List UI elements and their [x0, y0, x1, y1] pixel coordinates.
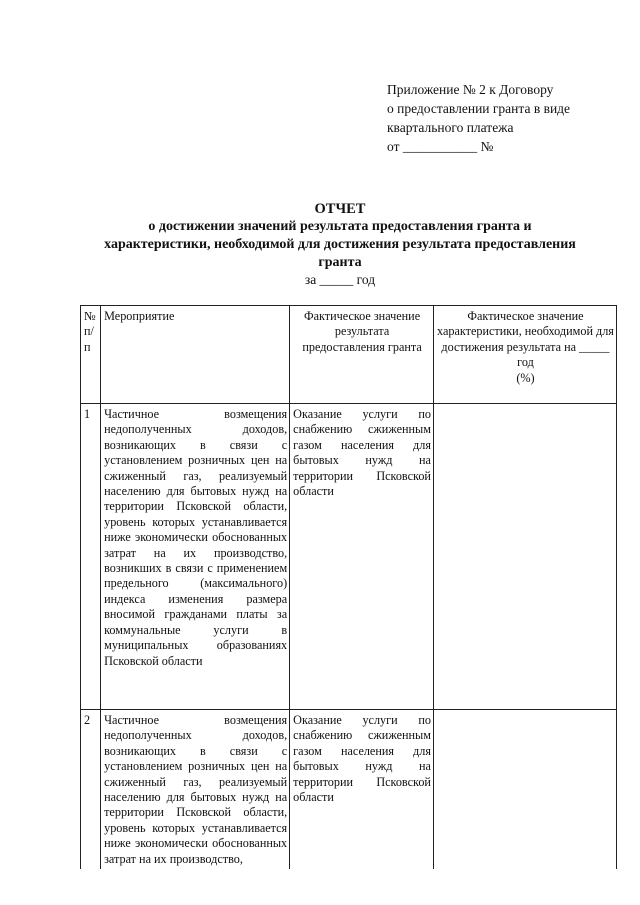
row-num: 2	[81, 710, 101, 870]
table-row	[81, 710, 617, 870]
report-title	[80, 200, 600, 272]
title-line-2: характеристики, необходимой для достижения результата предоставления	[104, 237, 576, 252]
table-row	[81, 404, 617, 710]
annex-line-3: квартального платежа	[387, 120, 514, 135]
title-line-1: о достижении значений результата предоставления гранта и	[148, 219, 532, 234]
table-header-row	[81, 306, 617, 404]
annex-block	[387, 80, 570, 156]
row-result: Оказание услуги по снабжению сжиженным газом населения для бытовых нужд на территории Псковской области	[290, 710, 434, 870]
annex-line-1: Приложение № 2 к Договору	[387, 82, 554, 97]
annex-line-4: от ___________ №	[387, 139, 494, 154]
row-characteristic	[433, 710, 616, 870]
header-event: Мероприятие	[101, 306, 290, 404]
header-characteristic-unit: (%)	[516, 370, 535, 385]
header-result-value: Фактическое значение результата предоставления гранта	[290, 306, 434, 404]
annex-line-2: о предоставлении гранта в виде	[387, 101, 571, 116]
report-period: за _____ год	[304, 272, 376, 287]
row-event: Частичное возмещения недополученных доходов, возникающих в связи с установлением розничных цен на сжиженный газ, реализуемый населению для бытовых нужд на территории Псковской области, уровень которых устанавливается ниже экономически обоснованных затрат на их производство, возникших в связи с применением предельного (максимального) индекса изменения размера вносимой гражданами платы за коммунальные услуги в муниципальных образованиях Псковской области	[101, 404, 290, 710]
title-line-3: гранта	[318, 255, 362, 270]
header-num: № п/п	[81, 306, 101, 404]
header-characteristic-value	[433, 306, 616, 404]
report-table	[80, 305, 617, 869]
title-main: ОТЧЕТ	[314, 201, 366, 217]
row-result: Оказание услуги по снабжению сжиженным газом населения для бытовых нужд на территории Псковской области	[290, 404, 434, 710]
row-num: 1	[81, 404, 101, 710]
header-characteristic-text: Фактическое значение характеристики, необходимой для достижения результата на _____ год	[437, 309, 614, 370]
row-event: Частичное возмещения недополученных доходов, возникающих в связи с установлением розничных цен на сжиженный газ, реализуемый населению для бытовых нужд на территории Псковской области, уровень которых устанавливается ниже экономически обоснованных затрат на их производство,	[101, 710, 290, 870]
row-characteristic	[433, 404, 616, 710]
